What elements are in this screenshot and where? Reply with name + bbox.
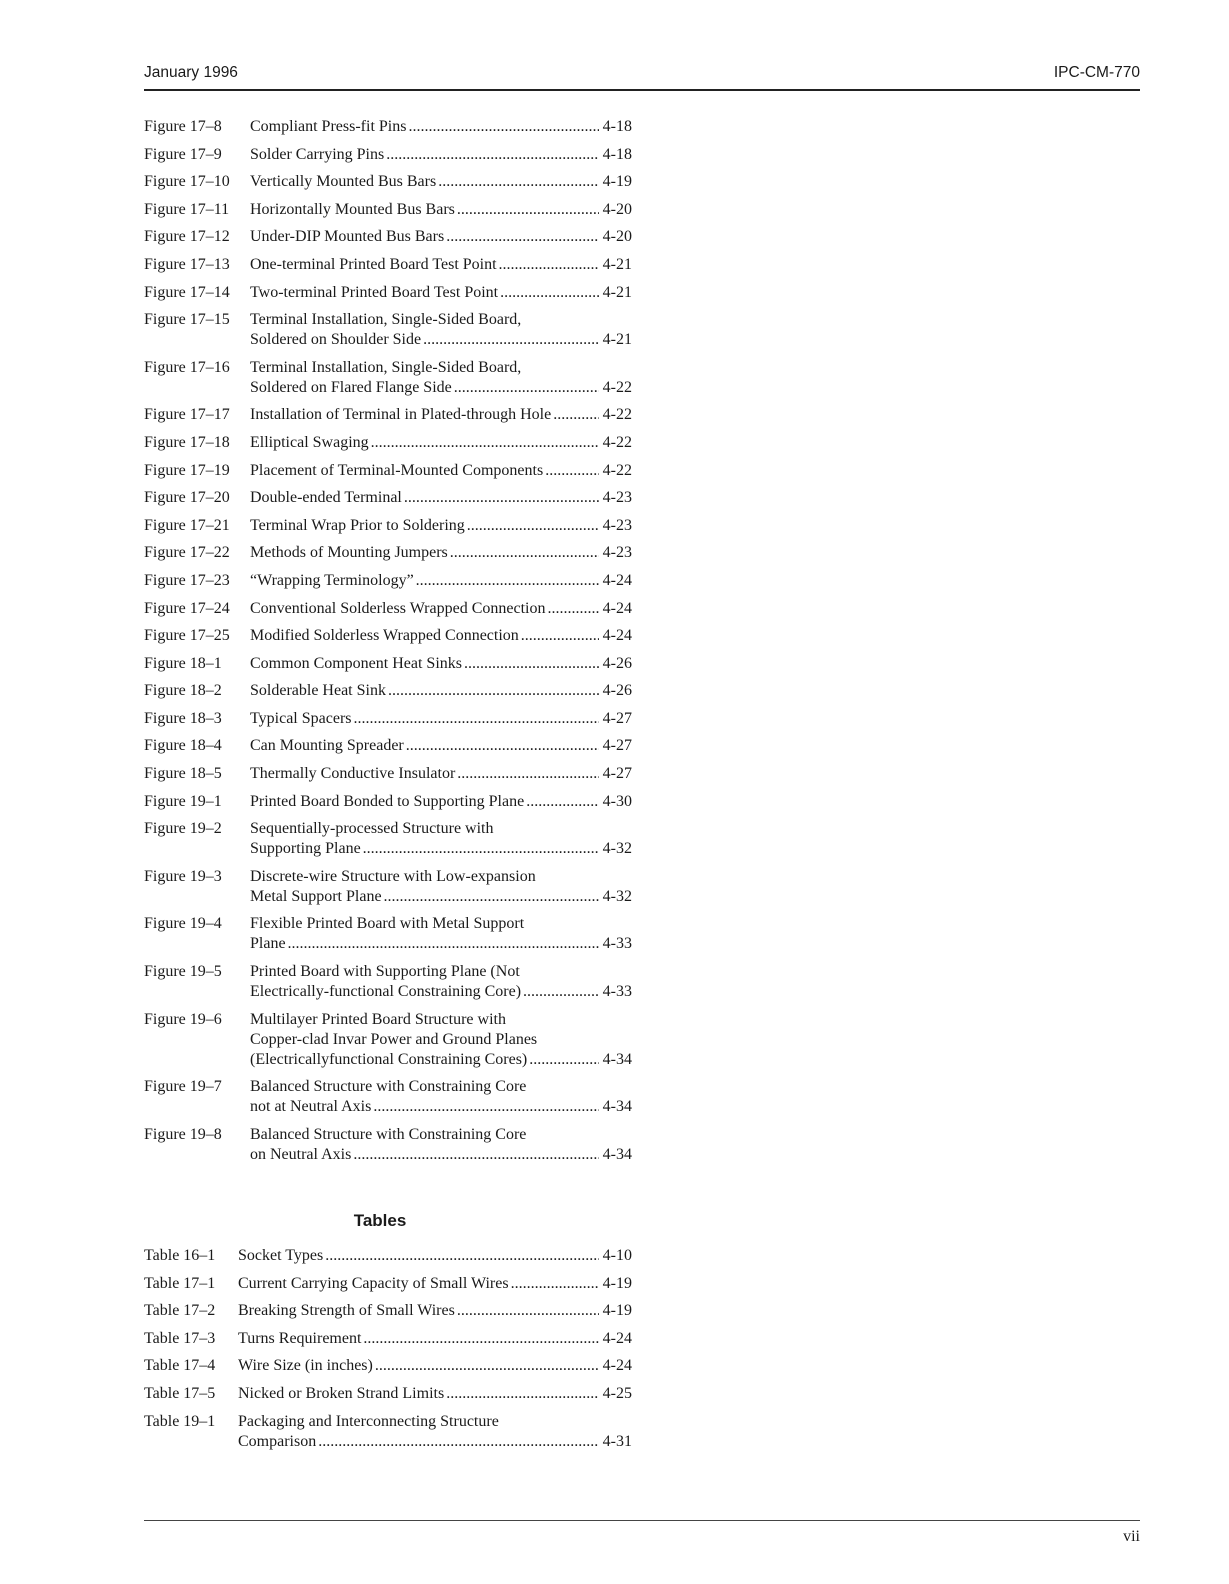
- figure-entry: [144, 433, 632, 453]
- dot-leader: [363, 1329, 598, 1349]
- figure-title: [250, 461, 632, 481]
- figure-page-number: 4-18: [602, 145, 632, 163]
- dot-leader: [371, 433, 599, 453]
- figure-title: [250, 914, 632, 954]
- figure-title-text: not at Neutral Axis: [250, 1098, 372, 1116]
- dot-leader: [547, 599, 598, 619]
- figure-title-line-last: [250, 543, 632, 563]
- figure-title-line-last: [250, 934, 632, 954]
- figure-title-line-last: [250, 488, 632, 508]
- figure-label: Figure 17–20: [144, 489, 230, 507]
- figure-title-line: Balanced Structure with Constraining Core: [250, 1078, 527, 1096]
- figure-title-text: Compliant Press-fit Pins: [250, 118, 407, 135]
- table-page-number: 4-25: [602, 1384, 632, 1402]
- dot-leader: [457, 200, 599, 220]
- figure-label: Figure 17–15: [144, 311, 230, 329]
- figure-title-text: Conventional Solderless Wrapped Connection: [250, 599, 546, 617]
- figure-title: [250, 867, 632, 907]
- figure-page-number: 4-26: [602, 682, 632, 700]
- table-title-line-last: [238, 1384, 632, 1404]
- dot-leader: [354, 709, 599, 729]
- figure-title-line-last: [250, 145, 632, 165]
- figure-title-text: Double-ended Terminal: [250, 489, 402, 507]
- figure-title-line-last: [250, 654, 632, 674]
- figure-title-line-last: [250, 117, 632, 137]
- figure-entry: [144, 310, 632, 350]
- figure-title: [250, 599, 632, 619]
- table-title-line: Packaging and Interconnecting Structure: [238, 1412, 499, 1430]
- dot-leader: [454, 378, 599, 398]
- table-title: [238, 1301, 632, 1321]
- figure-title-line-last: [250, 626, 632, 646]
- dot-leader: [457, 764, 598, 784]
- figure-entry: [144, 200, 632, 220]
- figure-title-line-last: [250, 1050, 632, 1070]
- dot-leader: [464, 654, 599, 674]
- figure-title: [250, 736, 632, 756]
- figure-title-line-last: [250, 681, 632, 701]
- figure-label: Figure 18–4: [144, 737, 222, 755]
- figure-label: Figure 17–19: [144, 461, 230, 479]
- dot-leader: [511, 1274, 599, 1294]
- figure-label: Figure 17–16: [144, 358, 230, 376]
- figure-page-number: 4-22: [602, 433, 632, 451]
- figure-title: [250, 172, 632, 192]
- figure-title-text: (Electricallyfunctional Constraining Cores): [250, 1050, 528, 1068]
- figure-title-line-last: [250, 571, 632, 591]
- figure-page-number: 4-33: [602, 983, 632, 1001]
- figure-label: Figure 17–18: [144, 433, 230, 451]
- figure-title-text: Elliptical Swaging: [250, 433, 369, 451]
- figure-page-number: 4-24: [602, 599, 632, 617]
- figure-title-line-last: [250, 461, 632, 481]
- figure-entry: [144, 571, 632, 591]
- figure-page-number: 4-23: [602, 489, 632, 507]
- table-title-line-last: [238, 1356, 632, 1376]
- dot-leader: [388, 681, 599, 701]
- figure-title-text: Under-DIP Mounted Bus Bars: [250, 228, 445, 246]
- figure-entry: [144, 358, 632, 398]
- figure-title: [250, 516, 632, 536]
- figure-page-number: 4-34: [602, 1050, 632, 1068]
- figure-label: Figure 19–6: [144, 1010, 222, 1028]
- figure-title: [250, 255, 632, 275]
- figure-label: Figure 18–5: [144, 765, 222, 783]
- figure-title-text: Supporting Plane: [250, 840, 361, 858]
- figure-page-number: 4-34: [602, 1098, 632, 1116]
- figure-page-number: 4-34: [602, 1145, 632, 1163]
- figure-label: Figure 17–8: [144, 118, 222, 135]
- table-page-number: 4-24: [602, 1329, 632, 1347]
- figure-page-number: 4-32: [602, 887, 632, 905]
- figure-title-line-last: [250, 982, 632, 1002]
- table-title: [238, 1412, 632, 1452]
- figure-title-line-last: [250, 1097, 632, 1117]
- table-page-number: 4-10: [602, 1247, 632, 1264]
- figure-title-text: Methods of Mounting Jumpers: [250, 544, 448, 562]
- dot-leader: [325, 1246, 598, 1266]
- figure-title: [250, 764, 632, 784]
- table-title-text: Comparison: [238, 1432, 317, 1450]
- table-title-text: Wire Size (in inches): [238, 1357, 373, 1375]
- figure-title-line-last: [250, 736, 632, 756]
- figure-label: Figure 17–14: [144, 283, 230, 301]
- figure-title-line: Terminal Installation, Single-Sided Board,: [250, 311, 522, 329]
- figure-title-line: Terminal Installation, Single-Sided Board,: [250, 358, 522, 376]
- table-label: Table 19–1: [144, 1412, 216, 1430]
- figure-page-number: 4-33: [602, 935, 632, 953]
- figure-entry: [144, 681, 632, 701]
- figure-title: [250, 310, 632, 350]
- figure-entry: [144, 867, 632, 907]
- figure-title-line-last: [250, 405, 632, 425]
- figure-page-number: 4-22: [602, 406, 632, 424]
- figure-title-text: on Neutral Axis: [250, 1145, 352, 1163]
- dot-leader: [384, 887, 599, 907]
- figure-title-line: Multilayer Printed Board Structure with: [250, 1010, 506, 1028]
- figure-title-line-last: [250, 839, 632, 859]
- dot-leader: [526, 792, 598, 812]
- figure-page-number: 4-21: [602, 283, 632, 301]
- dot-leader: [423, 330, 599, 350]
- table-label: Table 17–4: [144, 1357, 216, 1375]
- figure-label: Figure 17–22: [144, 544, 230, 562]
- figure-page-number: 4-27: [602, 765, 632, 783]
- figure-title: [250, 654, 632, 674]
- figure-label: Figure 17–21: [144, 516, 230, 534]
- figure-title-line: Sequentially-processed Structure with: [250, 820, 494, 838]
- dot-leader: [416, 571, 599, 591]
- figure-label: Figure 17–17: [144, 406, 230, 424]
- table-title-line-last: [238, 1274, 632, 1294]
- figure-title-line: Discrete-wire Structure with Low-expansion: [250, 867, 536, 885]
- figure-title-text: Terminal Wrap Prior to Soldering: [250, 516, 465, 534]
- table-page-number: 4-19: [602, 1274, 632, 1292]
- table-page-number: 4-24: [602, 1357, 632, 1375]
- figure-entry: [144, 1077, 632, 1117]
- figure-title-text: Thermally Conductive Insulator: [250, 765, 456, 783]
- dot-leader: [529, 1050, 598, 1070]
- figure-title-text: Horizontally Mounted Bus Bars: [250, 200, 455, 218]
- figure-label: Figure 17–23: [144, 571, 230, 589]
- figure-page-number: 4-26: [602, 654, 632, 672]
- table-label: Table 17–1: [144, 1274, 216, 1292]
- tables-heading: Tables: [353, 1211, 407, 1230]
- figure-title: [250, 283, 632, 303]
- figure-page-number: 4-18: [602, 118, 632, 135]
- figure-page-number: 4-27: [602, 737, 632, 755]
- figure-title-text: Typical Spacers: [250, 709, 352, 727]
- figure-label: Figure 19–4: [144, 915, 222, 933]
- table-page-number: 4-31: [602, 1432, 632, 1450]
- figure-label: Figure 18–3: [144, 709, 222, 727]
- figure-entry: [144, 792, 632, 812]
- figure-entry: [144, 405, 632, 425]
- figure-title-text: Solder Carrying Pins: [250, 145, 385, 163]
- table-title-line-last: [238, 1329, 632, 1349]
- dot-leader: [386, 145, 598, 165]
- table-title: [238, 1356, 632, 1376]
- figure-page-number: 4-20: [602, 228, 632, 246]
- figure-title-line-last: [250, 227, 632, 247]
- dot-leader: [406, 736, 599, 756]
- figure-title-line-last: [250, 792, 632, 812]
- figure-entry: [144, 172, 632, 192]
- figure-page-number: 4-21: [602, 331, 632, 349]
- table-title-text: Turns Requirement: [238, 1329, 362, 1347]
- figure-page-number: 4-22: [602, 378, 632, 396]
- figure-label: Figure 17–13: [144, 255, 230, 273]
- figure-entry: [144, 654, 632, 674]
- header-date: January 1996: [144, 64, 238, 81]
- figure-title: [250, 227, 632, 247]
- dot-leader: [499, 255, 599, 275]
- dot-leader: [438, 172, 598, 192]
- figure-title-text: “Wrapping Terminology”: [250, 571, 414, 589]
- figure-label: Figure 19–2: [144, 820, 222, 838]
- figure-title-line: Balanced Structure with Constraining Core: [250, 1125, 527, 1143]
- figure-page-number: 4-27: [602, 709, 632, 727]
- figure-entry: [144, 599, 632, 619]
- figure-entry: [144, 488, 632, 508]
- figure-entry: [144, 736, 632, 756]
- figure-title: [250, 543, 632, 563]
- figure-entry: [144, 962, 632, 1002]
- table-title-line-last: [238, 1246, 632, 1266]
- figure-title-line-last: [250, 255, 632, 275]
- table-entry: [144, 1246, 632, 1266]
- figure-title-text: Electrically-functional Constraining Core): [250, 983, 522, 1001]
- figure-title-text: Soldered on Flared Flange Side: [250, 378, 452, 396]
- figure-title-line-last: [250, 887, 632, 907]
- table-entry: [144, 1356, 632, 1376]
- dot-leader: [446, 227, 598, 247]
- figure-title: [250, 117, 632, 137]
- figure-label: Figure 17–9: [144, 145, 222, 163]
- dot-leader: [375, 1356, 599, 1376]
- figure-label: Figure 19–1: [144, 792, 222, 810]
- figure-title-text: One-terminal Printed Board Test Point: [250, 255, 497, 273]
- figure-page-number: 4-22: [602, 461, 632, 479]
- figure-title-text: Can Mounting Spreader: [250, 737, 404, 755]
- dot-leader: [500, 283, 599, 303]
- figure-page-number: 4-23: [602, 544, 632, 562]
- figure-title-text: Solderable Heat Sink: [250, 682, 386, 700]
- dot-leader: [318, 1432, 598, 1452]
- table-title-line-last: [238, 1432, 632, 1452]
- dot-leader: [553, 405, 598, 425]
- figure-title: [250, 819, 632, 859]
- table-label: Table 17–2: [144, 1302, 216, 1320]
- figure-title-line-last: [250, 283, 632, 303]
- table-label: Table 17–3: [144, 1329, 216, 1347]
- table-title-text: Nicked or Broken Strand Limits: [238, 1384, 445, 1402]
- figure-title-line-last: [250, 709, 632, 729]
- figure-page-number: 4-32: [602, 840, 632, 858]
- figure-entry: [144, 145, 632, 165]
- figure-title-line: Flexible Printed Board with Metal Support: [250, 915, 525, 933]
- figure-title: [250, 145, 632, 165]
- dot-leader: [373, 1097, 598, 1117]
- figure-page-number: 4-20: [602, 200, 632, 218]
- dot-leader: [363, 839, 599, 859]
- table-label: Table 17–5: [144, 1384, 216, 1402]
- table-title: [238, 1329, 632, 1349]
- table-title: [238, 1384, 632, 1404]
- figure-entry: [144, 283, 632, 303]
- figure-title: [250, 358, 632, 398]
- table-entry: [144, 1384, 632, 1404]
- dot-leader: [408, 117, 598, 137]
- figure-title-line: Printed Board with Supporting Plane (Not: [250, 963, 520, 981]
- header-document-id: IPC-CM-770: [1053, 64, 1140, 81]
- figure-title-text: Modified Solderless Wrapped Connection: [250, 627, 519, 645]
- figure-title: [250, 571, 632, 591]
- figure-entry: [144, 117, 632, 137]
- page-number: vii: [1123, 1528, 1140, 1545]
- figure-title-line-last: [250, 1145, 632, 1165]
- dot-leader: [521, 626, 599, 646]
- figure-label: Figure 19–8: [144, 1125, 222, 1143]
- figure-title-text: Plane: [250, 935, 286, 953]
- figure-title: [250, 1125, 632, 1165]
- table-entry: [144, 1329, 632, 1349]
- table-list: [144, 1246, 632, 1459]
- figure-title-text: Printed Board Bonded to Supporting Plane: [250, 792, 525, 810]
- figure-title: [250, 433, 632, 453]
- figure-label: Figure 17–24: [144, 599, 230, 617]
- footer-rule: [144, 1520, 1140, 1521]
- figure-entry: [144, 1010, 632, 1070]
- dot-leader: [446, 1384, 598, 1404]
- figure-page-number: 4-19: [602, 173, 632, 191]
- figure-entry: [144, 764, 632, 784]
- figure-entry: [144, 914, 632, 954]
- table-page-number: 4-19: [602, 1302, 632, 1320]
- figure-label: Figure 17–11: [144, 200, 230, 218]
- figure-entry: [144, 709, 632, 729]
- figure-entry: [144, 461, 632, 481]
- figure-entry: [144, 227, 632, 247]
- figure-title: [250, 1077, 632, 1117]
- table-title: [238, 1274, 632, 1294]
- dot-leader: [450, 543, 599, 563]
- figure-title-text: Installation of Terminal in Plated-through Hole: [250, 406, 552, 424]
- figure-label: Figure 18–1: [144, 654, 222, 672]
- figure-page-number: 4-24: [602, 571, 632, 589]
- table-entry: [144, 1274, 632, 1294]
- figure-page-number: 4-23: [602, 516, 632, 534]
- figure-title-line-last: [250, 764, 632, 784]
- table-title-line-last: [238, 1301, 632, 1321]
- dot-leader: [404, 488, 599, 508]
- figure-page-number: 4-30: [602, 792, 632, 810]
- figure-title-line: Copper-clad Invar Power and Ground Planes: [250, 1030, 538, 1048]
- table-title-text: Breaking Strength of Small Wires: [238, 1302, 455, 1320]
- figure-page-number: 4-21: [602, 255, 632, 273]
- table-label: Table 16–1: [144, 1247, 216, 1264]
- figure-title: [250, 405, 632, 425]
- figure-title-line-last: [250, 433, 632, 453]
- figure-title: [250, 709, 632, 729]
- figure-entry: [144, 1125, 632, 1165]
- figure-title: [250, 200, 632, 220]
- figure-entry: [144, 543, 632, 563]
- figure-title: [250, 681, 632, 701]
- figure-title-line-last: [250, 599, 632, 619]
- figure-title-text: Soldered on Shoulder Side: [250, 331, 422, 349]
- dot-leader: [467, 516, 599, 536]
- table-title: [238, 1246, 632, 1266]
- header-rule: [144, 89, 1140, 91]
- dot-leader: [457, 1301, 599, 1321]
- figure-title: [250, 962, 632, 1002]
- figure-title-line-last: [250, 516, 632, 536]
- figure-label: Figure 17–25: [144, 627, 230, 645]
- table-title-text: Current Carrying Capacity of Small Wires: [238, 1274, 509, 1292]
- figure-title-text: Placement of Terminal-Mounted Components: [250, 461, 544, 479]
- figure-page-number: 4-24: [602, 627, 632, 645]
- figure-entry: [144, 819, 632, 859]
- figure-label: Figure 19–7: [144, 1078, 222, 1096]
- figure-title-text: Common Component Heat Sinks: [250, 654, 462, 672]
- figure-entry: [144, 516, 632, 536]
- figure-entry: [144, 626, 632, 646]
- dot-leader: [523, 982, 599, 1002]
- figure-label: Figure 19–5: [144, 963, 222, 981]
- figure-title: [250, 488, 632, 508]
- table-title-text: Socket Types: [238, 1247, 324, 1264]
- figure-label: Figure 17–10: [144, 173, 230, 191]
- figure-list: [144, 117, 632, 1172]
- figure-title-text: Metal Support Plane: [250, 887, 382, 905]
- figure-entry: [144, 255, 632, 275]
- figure-label: Figure 19–3: [144, 867, 222, 885]
- figure-label: Figure 17–12: [144, 228, 230, 246]
- table-entry: [144, 1301, 632, 1321]
- dot-leader: [353, 1145, 598, 1165]
- figure-title-line-last: [250, 378, 632, 398]
- figure-label: Figure 18–2: [144, 682, 222, 700]
- figure-title: [250, 626, 632, 646]
- figure-title: [250, 1010, 632, 1070]
- figure-title-line-last: [250, 330, 632, 350]
- table-entry: [144, 1412, 632, 1452]
- figure-title: [250, 792, 632, 812]
- figure-title-line-last: [250, 172, 632, 192]
- figure-title-text: Vertically Mounted Bus Bars: [250, 173, 437, 191]
- dot-leader: [545, 461, 598, 481]
- figure-title-line-last: [250, 200, 632, 220]
- figure-title-text: Two-terminal Printed Board Test Point: [250, 283, 499, 301]
- dot-leader: [288, 934, 599, 954]
